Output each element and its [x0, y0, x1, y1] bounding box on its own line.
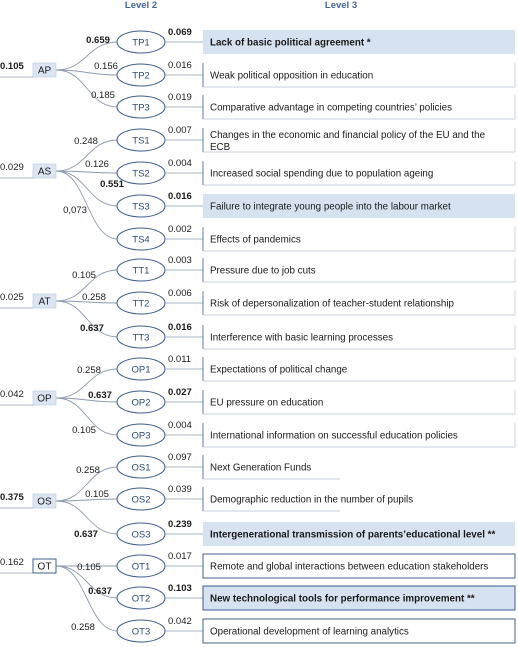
- level3-row-op2: [165, 390, 515, 414]
- level1-weight: 0.375: [0, 492, 24, 503]
- level3-weight: 0.003: [168, 255, 192, 266]
- level3-row-tp3: [165, 95, 515, 119]
- edge-weight: 0.659: [86, 35, 110, 46]
- level3-row-os3: [165, 522, 515, 546]
- level2-label: OP3: [131, 430, 151, 442]
- level3-label: Risk of depersonalization of teacher-student relationship: [210, 298, 454, 310]
- level1-node-ap: [0, 61, 56, 77]
- level3-weight: 0.007: [168, 125, 192, 136]
- level1-label: OS: [37, 496, 52, 508]
- level3-row-ot2: [165, 586, 515, 610]
- edge-weight: 0.126: [85, 159, 109, 170]
- level1-label: OP: [37, 393, 52, 405]
- level3-weight: 0.042: [168, 616, 192, 627]
- level3-label: Increased social spending due to population ageing: [210, 168, 434, 180]
- level3-label: Pressure due to job cuts: [210, 265, 316, 277]
- edge-weight: 0.258: [76, 465, 100, 476]
- level3-row-tp1: [165, 30, 515, 54]
- level3-weight: 0.016: [168, 322, 192, 333]
- level3-label: Failure to integrate young people into the labour market: [210, 201, 451, 213]
- level2-label: TT2: [132, 298, 150, 310]
- level1-weight: 0.025: [0, 292, 24, 303]
- level3-label: EU pressure on education: [210, 397, 324, 409]
- level2-node-ot3: [71, 616, 192, 642]
- level3-row-op3: [165, 423, 515, 447]
- level3-label: Intergenerational transmission of parents’educational level **: [210, 529, 496, 541]
- level1-node-ot: [0, 557, 56, 573]
- level1-weight: 0.029: [0, 162, 24, 173]
- level2-node-os2: [85, 484, 192, 510]
- level3-weight: 0.006: [168, 288, 192, 299]
- edge-weight: 0.637: [80, 323, 104, 334]
- level2-node-tt1: [72, 255, 192, 281]
- level2-label: OT1: [131, 561, 151, 573]
- edge-weight: 0.258: [71, 622, 95, 633]
- level3-weight: 0.004: [168, 420, 192, 431]
- level2-label: OP2: [131, 397, 151, 409]
- edge-weight: 0.105: [72, 425, 96, 436]
- level2-label: TP2: [132, 70, 150, 82]
- edge-weight: 0.105: [77, 562, 101, 573]
- level3-weight: 0.017: [168, 551, 192, 562]
- edge-weight: 0.637: [88, 586, 112, 597]
- level2-label: OT3: [131, 626, 151, 638]
- level1-node-os: [0, 492, 56, 508]
- level3-label: New technological tools for performance improvement **: [210, 593, 475, 605]
- level3-weight: 0.004: [168, 158, 192, 169]
- level2-node-tp1: [86, 27, 192, 53]
- level3-weight: 0.011: [168, 354, 192, 365]
- edge-weight: 0.185: [91, 90, 115, 101]
- level3-label: Interference with basic learning processes: [210, 332, 393, 344]
- level3-row-ts3: [165, 194, 515, 218]
- level3-row-tt1: [165, 258, 515, 282]
- level2-node-ts1: [74, 125, 192, 151]
- level3-row-ts4: [165, 227, 515, 251]
- level2-label: OT2: [131, 593, 151, 605]
- level3-weight: 0.069: [168, 27, 192, 38]
- edge-weight: 0.637: [74, 529, 98, 540]
- level1-label: AS: [37, 166, 52, 178]
- level2-label: OS1: [131, 462, 151, 474]
- level3-label: Remote and global interactions between education stakeholders: [210, 561, 489, 573]
- edge-weight: 0.258: [77, 365, 101, 376]
- level3-weight: 0.002: [168, 224, 192, 235]
- level1-node-op: [0, 389, 56, 405]
- level3-row-op1: [165, 357, 515, 381]
- level2-node-tp2: [94, 60, 192, 86]
- level1-weight: 0.042: [0, 389, 24, 400]
- level3-label-line: Changes in the economic and financial policy of the EU and the: [210, 130, 486, 141]
- level3-row-tp2: [165, 63, 515, 87]
- level3-row-os2: [165, 487, 413, 511]
- edge-layer: [56, 42, 118, 631]
- level3-label-line: ECB: [210, 142, 231, 153]
- level3-weight: 0.039: [168, 484, 192, 495]
- edge-ap-tp3: [56, 70, 118, 107]
- level2-label: OS3: [131, 529, 151, 541]
- level3-label: Expectations of political change: [210, 364, 348, 376]
- level1-label: AT: [38, 296, 51, 308]
- level2-node-os1: [76, 452, 192, 478]
- edge-weight: 0.248: [74, 136, 98, 147]
- edge-weight: 0.637: [88, 390, 112, 401]
- level2-node-op3: [72, 420, 192, 446]
- level1-weight: 0.105: [0, 61, 24, 72]
- level2-label: OS2: [131, 494, 151, 506]
- level3-label: Comparative advantage in competing countries’ policies: [210, 102, 452, 114]
- level1-label: AP: [37, 65, 52, 77]
- edge-weight: 0.258: [82, 292, 106, 303]
- level3-row-tt3: [165, 325, 515, 349]
- level2-header: Level 2: [124, 0, 158, 11]
- level3-weight: 0.027: [168, 387, 192, 398]
- level2-node-op1: [77, 354, 191, 380]
- level1-label: OT: [37, 561, 52, 573]
- level1-node-as: [0, 162, 56, 178]
- node-layer: [0, 27, 515, 643]
- level1-node-at: [0, 292, 56, 308]
- level2-node-ot2: [88, 583, 192, 609]
- edge-weight: 0,073: [63, 205, 87, 216]
- level2-node-ot1: [77, 551, 192, 577]
- level3-row-tt2: [165, 291, 515, 315]
- level2-label: TP3: [132, 102, 150, 114]
- level3-label: Weak political opposition in education: [210, 70, 374, 82]
- level3-row-ot1: [165, 554, 515, 578]
- level2-node-tt2: [82, 288, 192, 314]
- level3-label: Demographic reduction in the number of pupils: [210, 494, 414, 506]
- level3-label: Effects of pandemics: [210, 234, 301, 246]
- edge-weight: 0.551: [100, 179, 124, 190]
- level3-weight: 0.239: [168, 519, 192, 530]
- level3-weight: 0.019: [168, 92, 192, 103]
- level3-weight: 0.016: [168, 191, 192, 202]
- level2-label: TS4: [132, 234, 150, 246]
- level2-label: TS1: [132, 135, 150, 147]
- level2-label: OP1: [131, 364, 151, 376]
- level3-weight: 0.097: [168, 452, 192, 463]
- level1-weight: 0.162: [0, 557, 24, 568]
- level2-node-op2: [88, 387, 192, 413]
- level3-row-ts1: [165, 128, 515, 153]
- level2-label: TT1: [132, 265, 150, 277]
- level3-weight: 0.016: [168, 60, 192, 71]
- level3-row-ot3: [165, 619, 515, 643]
- level2-label: TS2: [132, 168, 150, 180]
- level2-label: TS3: [132, 201, 150, 213]
- edge-weight: 0.105: [72, 270, 96, 281]
- level3-row-ts2: [165, 161, 515, 185]
- level3-label: Lack of basic political agreement *: [210, 37, 371, 49]
- level2-label: TP1: [132, 37, 150, 49]
- level3-label: Next Generation Funds: [210, 462, 312, 474]
- level3-label: Operational development of learning analytics: [210, 626, 409, 638]
- level2-node-tp3: [91, 90, 192, 118]
- level3-label: International information on successful education policies: [210, 430, 458, 442]
- level3-weight: 0.103: [168, 583, 192, 594]
- level2-node-ts3: [100, 179, 192, 217]
- level2-node-tt3: [80, 322, 192, 348]
- edge-weight: 0.156: [94, 61, 118, 72]
- level2-label: TT3: [132, 332, 150, 344]
- level3-header: Level 3: [324, 0, 358, 11]
- edge-weight: 0.105: [85, 489, 109, 500]
